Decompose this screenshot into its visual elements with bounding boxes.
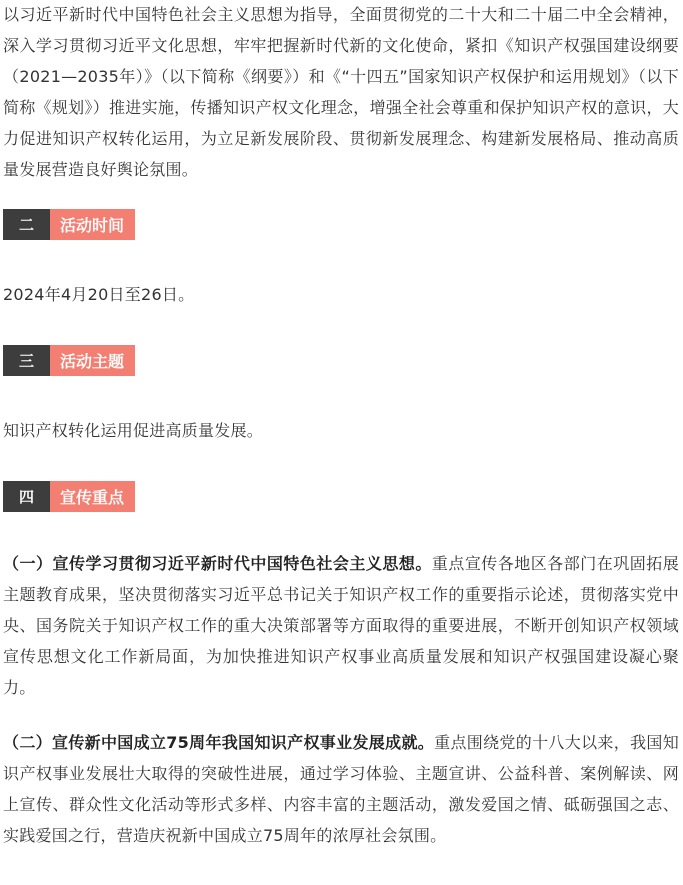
activity-theme-text: 知识产权转化运用促进高质量发展。 bbox=[3, 421, 264, 440]
section-heading-theme bbox=[3, 345, 135, 376]
focus-point-lead: （二）宣传新中国成立75周年我国知识产权事业发展成就。 bbox=[3, 733, 435, 752]
section-heading-focus bbox=[3, 481, 135, 512]
section-title: 活动时间 bbox=[50, 209, 135, 240]
focus-point-lead: （一）宣传学习贯彻习近平新时代中国特色社会主义思想。 bbox=[3, 554, 432, 573]
focus-point-2 bbox=[3, 727, 679, 851]
intro-paragraph: 以习近平新时代中国特色社会主义思想为指导，全面贯彻党的二十大和二十届二中全会精神，深入学习贯彻习近平文化思想，牢牢把握新时代新的文化使命，紧扣《知识产权强国建设纲要（2021—2035年）》（以下简称《纲要》）和《“十四五”国家知识产权保护和运用规划》（以下简称《规划》）推进实施，传播知识产权文化理念，增强全社会尊重和保护知识产权的意识，大力促进知识产权转化运用，为立足新发展阶段、贯彻新发展理念、构建新发展格局、推动高质量发展营造良好舆论氛围。 bbox=[3, 5, 679, 179]
focus-point-body: 重点宣传各地区各部门在巩固拓展主题教育成果，坚决贯彻落实习近平总书记关于知识产权工作的重要指示论述，贯彻落实党中央、国务院关于知识产权工作的重大决策部署等方面取得的重要进展，不断开创知识产权领域宣传思想文化工作新局面，为加快推进知识产权事业高质量发展和知识产权强国建设凝心聚力。 bbox=[3, 554, 679, 697]
activity-time-text: 2024年4月20日至26日。 bbox=[3, 285, 195, 304]
section-number: 四 bbox=[3, 481, 50, 512]
section-heading-time bbox=[3, 209, 135, 240]
focus-point-1 bbox=[3, 548, 679, 703]
section-number: 二 bbox=[3, 209, 50, 240]
focus-point-body: 重点围绕党的十八大以来，我国知识产权事业发展壮大取得的突破性进展，通过学习体验、主题宣讲、公益科普、案例解读、网上宣传、群众性文化活动等形式多样、内容丰富的主题活动，激发爱国之情、砥砺强国之志、实践爱国之行，营造庆祝新中国成立75周年的浓厚社会氛围。 bbox=[3, 733, 679, 845]
section-number: 三 bbox=[3, 345, 50, 376]
section-title: 活动主题 bbox=[50, 345, 135, 376]
section-title: 宣传重点 bbox=[50, 481, 135, 512]
